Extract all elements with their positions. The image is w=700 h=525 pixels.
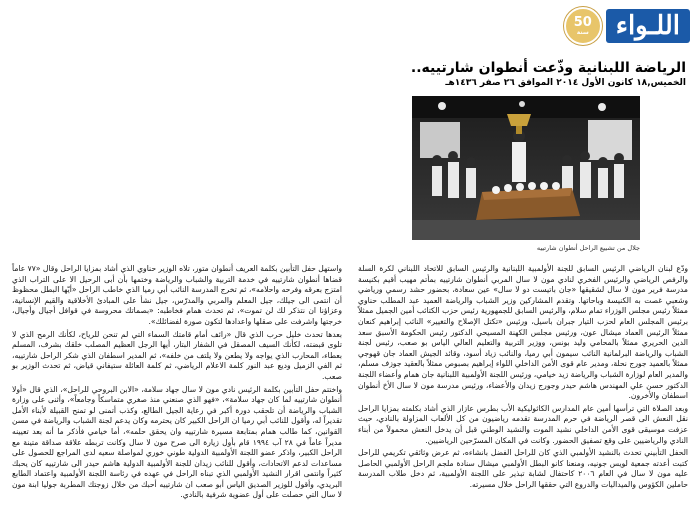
article-dateline: الخميس,١٨ كانون الأول ٢٠١٤ الموافق ٢٦ صفر ١٤٣٦هـ bbox=[445, 78, 686, 88]
paragraph: ودّع لبنان الرياضي الرئيس السابق للجنة الأولمبية اللبنانية والرئيس السابق للاتحاد اللبناني لكرة السلة والرفص الرياضي والرئيس الفخري لنادي مون لا سال المربي أنطوان شارتييه بمأتم مهيب أقيم بكنيسة مدرسة فرير مون لا سال لشقيقها «جان باتيست دو لا سال» عين سعادة، بحضور حشد رسمي ورياضي وشعبي غصت به الكنيسة وباحاتها. وتقدم المشاركين وزير الشباب والرياضة العميد عبد المطلب حناوي ممثلاً رئيس مجلس الوزراء تمام سلام، والرئيس السابق للجمهورية رئيس حزب الكتائب أمين الجميل ممثلاً برئيس المجلس العام لحزب التيار جبران باسيل، ورئيس «تكتل الإصلاح والتغيير» النائب إبراهيم كنعان ممثلاً الرئيس العماد ميشال عون، ورئيس مجلس الكهنة المسيحي الدكتور رئيس الحكومة الأسبق سعد الدين الحريري ممثلاً بالمحامي وليد بونس، ووزير التربية والتعليم العالي الياس بو صعب، رئيس لجنة الشباب والرياضة البرلمانية النائب سيمون أبي رميا، والنائب زياد أسود، وقائد الجيش العماد جان قهوجي ممثلاً بالعميد جورج نحلة، ومدير عام قوى الأمن الداخلي اللواء إبراهيم بصبوص ممثلاً بالعقيد جوزف مسلم، والمدير العام لوزارة الشباب والرياضة زيد خيامي، ورئيس اللجنة الأولمبية اللبنانية جان همام وأعضاء اللجنة الدكتور حسن علي المهندس هاشم حيدر وجورج زيدان والأعضاء، ورئيس مدرسة مون لا سال الأخ أنطوان اسطفان والأخرون. bbox=[358, 264, 688, 401]
funeral-scene-image bbox=[412, 96, 640, 240]
article-photo bbox=[412, 96, 640, 240]
paragraph: وبعد الصلاة التي ترأسها أمين عام المدارس الكاثوليكية الأب بطرس عازار الذي أشاد بكلمته بمزايا الراحل نقل النعش الى قصر الرياضة في حرم المدرسة تقدمه رياضيون من كل الألعاب المزاولة بالنادي، حيث عزفت موسيقى قوى الأمن الداخلي نشيد الموت والنشيد الوطني قبل أن يدخل النعش محمولاً من أبناء النادي والرياضيين على وقع تصفيق الحضور. وكانت في المكان المسرّحين الرياضيين. bbox=[358, 403, 688, 445]
paragraph: واختتم حفل التأبين بكلمة الرئيس نادي مون لا سال جهاد سلامة، «الابن البروحي للراحل»، الذي قال «أولا أنطوان شارتييه لما كان جهاد سلامة»، «فهو الذي صنعني منذ صغري متماسكاً وجامعاً»، وأثنى على وزارة الشباب والرياضة أن تلحقب دورة أكبر في رعاية الجيل الطالع، وكذب أتمنى لو تمنح القبيلة لأبناء الأمل تقديراً له، وأقول للنائب أبي رميا ان الراحل الكبير كان يحترمه وكان يدعم لجنة الشباب والرياضة في مسن القوانين، كما طالب همام بمتابعة مسيرة شارتييه وان يحقق حلمه»، أما خيامي فأذكر ما أنه بعد تعيينه مديراً عاماً في ٢٨ آب ١٩٩٤ قام بأول زيارة الى صرح مون لا سال وكانت تربطه علاقة صداقة متينة مع الراحل الكبير، واذكر عضو اللجنة الأولمبية الدولية طوني خوري لمواصلة سعيه لدى المراجع للحصول على مساعدات لدعم الاتحادات، وأقول للنائب زيدان للجنة الأولمبية الدولية هاشم حيدر الى شارتييه كان يحبك كثيراً وانتمى اقرار النشيد الأولمبي الذي تبناه الراحل في عهده في رئاسة اللجنة الأولمبية واعتماد الطابع البريدي، وأقول للوزير الصديق الياس أبو صعب ان شارتييه أحبك من خلال زوجتك المطربة جوليا ابنة مون لا سال التي حصلت على أول عضوية شرفية بالنادي. bbox=[12, 384, 342, 500]
paragraph: واستهل حفل التأبين بكلمة العريف أنطوان متور، تلاه الوزير حناوي الذي أشاد بمزايا الراحل وقال «٧٧ عاماً قضاها أنطوان شارتييه في خدمة التربية والشباب والرياضة وختمها بأن أبى الرحيل الا على التراب الذي امتزج بعرقه وفرحه واحلامه»، ثم تخرج المدرسة النائب أبي رميا الذي خاطب الراحل «أيّها البطل محظوظ أن انتمى الى جيلك، جيل المعلم والمربي والمدرّس، جيل نشأ على المبادئ الأخلاقية والقيم الإنسانية، وعزاؤنا ان نتذكر لك لن تموت»، ثم تحدث همام فخاطبه: «بصماتك محروسة في قوافل أجيال وأجيال، خرجتها واشرفت على صقلها واعدادها لتكون صورة لفضائلك». bbox=[12, 264, 342, 326]
anniversary-badge bbox=[564, 7, 602, 45]
badge-number: 50 bbox=[573, 14, 592, 30]
photo-caption: جلال من تشييع الراحل أنطوان شارتييه bbox=[536, 244, 640, 252]
badge-text: سنة bbox=[576, 28, 589, 36]
paragraph: بعدها تحدث خليل حرب الذي قال «رائف أمام قامتك السماء التي لم تنحن للرياح، لكأنك الرمح الذي لا تلوى قبضته، لكأنك السيف المصقل في الشفار البتار، أيها الرجل العظيم المصلب خلقك بشرف، المسلم بعطاء، المحارب الذي يواجه ولا يطعن ولا يلتف من خلفه»، ثم المدير اسطفان الذي شكر الراحل شارتييه، ثم الفي الزميل وديع عبد النور كلمة الاعلام الرياضي، ثم كلمة العائلة ستيفاني قياض، ثم تحدث الوزير بو صعب. bbox=[12, 329, 342, 381]
paragraph: الحفل التأبيني تحدث بالنشيد الأولمبي الذي كان للراحل الفضل بانشاءه، ثم عرض وثائقي تكريمي للراحل كتبت أعدته جمعية لويس جونيه، ومنعنا كانو البطل الأولمبي ميشال سنادة ملجم الراحل الأولمبي الحاصل عليه مون لا سال في العام ٢٠٠٦ كاحتفال لشابة تبذير على اللجنة الأولمبية، ثم دخل طلاب المدرسة حاملين الكؤوس والميداليات والدروع التي حققها الراحل خلال مسيرته. bbox=[358, 448, 688, 489]
newspaper-logo[interactable]: اللـواء bbox=[606, 9, 690, 43]
article-column-right bbox=[358, 264, 688, 492]
article-headline: الرياضة اللبنانية وذّعت أنطوان شارتييه.. bbox=[410, 60, 686, 76]
masthead bbox=[540, 8, 690, 44]
article-column-left bbox=[12, 264, 342, 503]
